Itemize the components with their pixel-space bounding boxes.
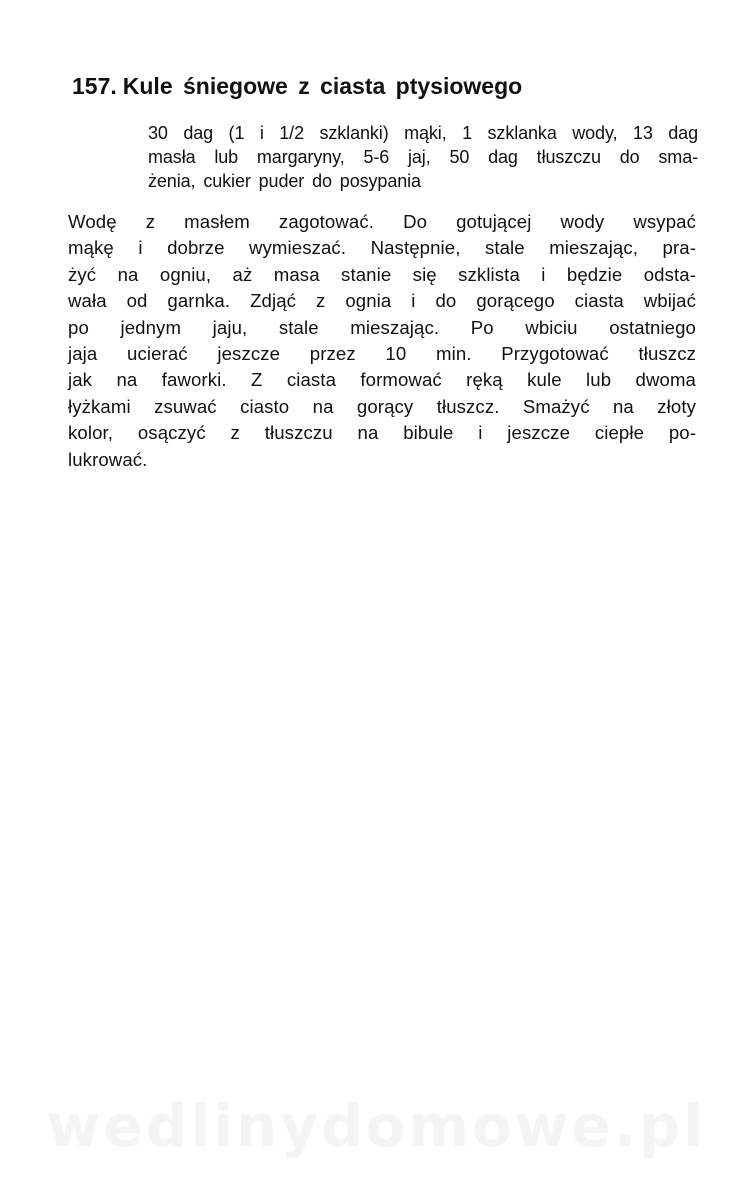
method-line: wała od garnka. Zdjąć z ognia i do gorącego ciasta wbijać [68, 290, 696, 312]
ingredients-line: żenia, cukier puder do posypania [148, 171, 421, 191]
site-watermark: wedlinydomowe.pl [46, 1092, 707, 1160]
method-line: jaja ucierać jeszcze przez 10 min. Przygotować tłuszcz [68, 343, 696, 365]
method-line: łyżkami zsuwać ciasto na gorący tłuszcz. Smażyć na złoty [68, 395, 696, 417]
recipe-heading [72, 70, 692, 102]
ingredients-line: masła lub margaryny, 5-6 jaj, 50 dag tłuszczu do sma- [148, 147, 698, 167]
method-line: mąkę i dobrze wymieszać. Następnie, stale mieszając, pra- [68, 237, 696, 259]
recipe-title: Kule śniegowe z ciasta ptysiowego [122, 73, 523, 99]
ingredients-block [148, 121, 698, 193]
ingredients-line: 30 dag (1 i 1/2 szklanki) mąki, 1 szklanka wody, 13 dag [148, 123, 698, 143]
method-line: żyć na ogniu, aż masa stanie się szklista i będzie odsta- [68, 263, 696, 285]
method-paragraph [68, 209, 696, 473]
method-line: kolor, osączyć z tłuszczu na bibule i jeszcze ciepłe po- [68, 422, 696, 444]
method-line: po jednym jaju, stale mieszając. Po wbiciu ostatniego [68, 316, 696, 338]
recipe-number: 157. [72, 73, 117, 99]
method-line: jak na faworki. Z ciasta formować ręką kule lub dwoma [68, 369, 696, 391]
method-line: Wodę z masłem zagotować. Do gotującej wody wsypać [68, 211, 696, 232]
method-line: lukrować. [68, 448, 148, 470]
